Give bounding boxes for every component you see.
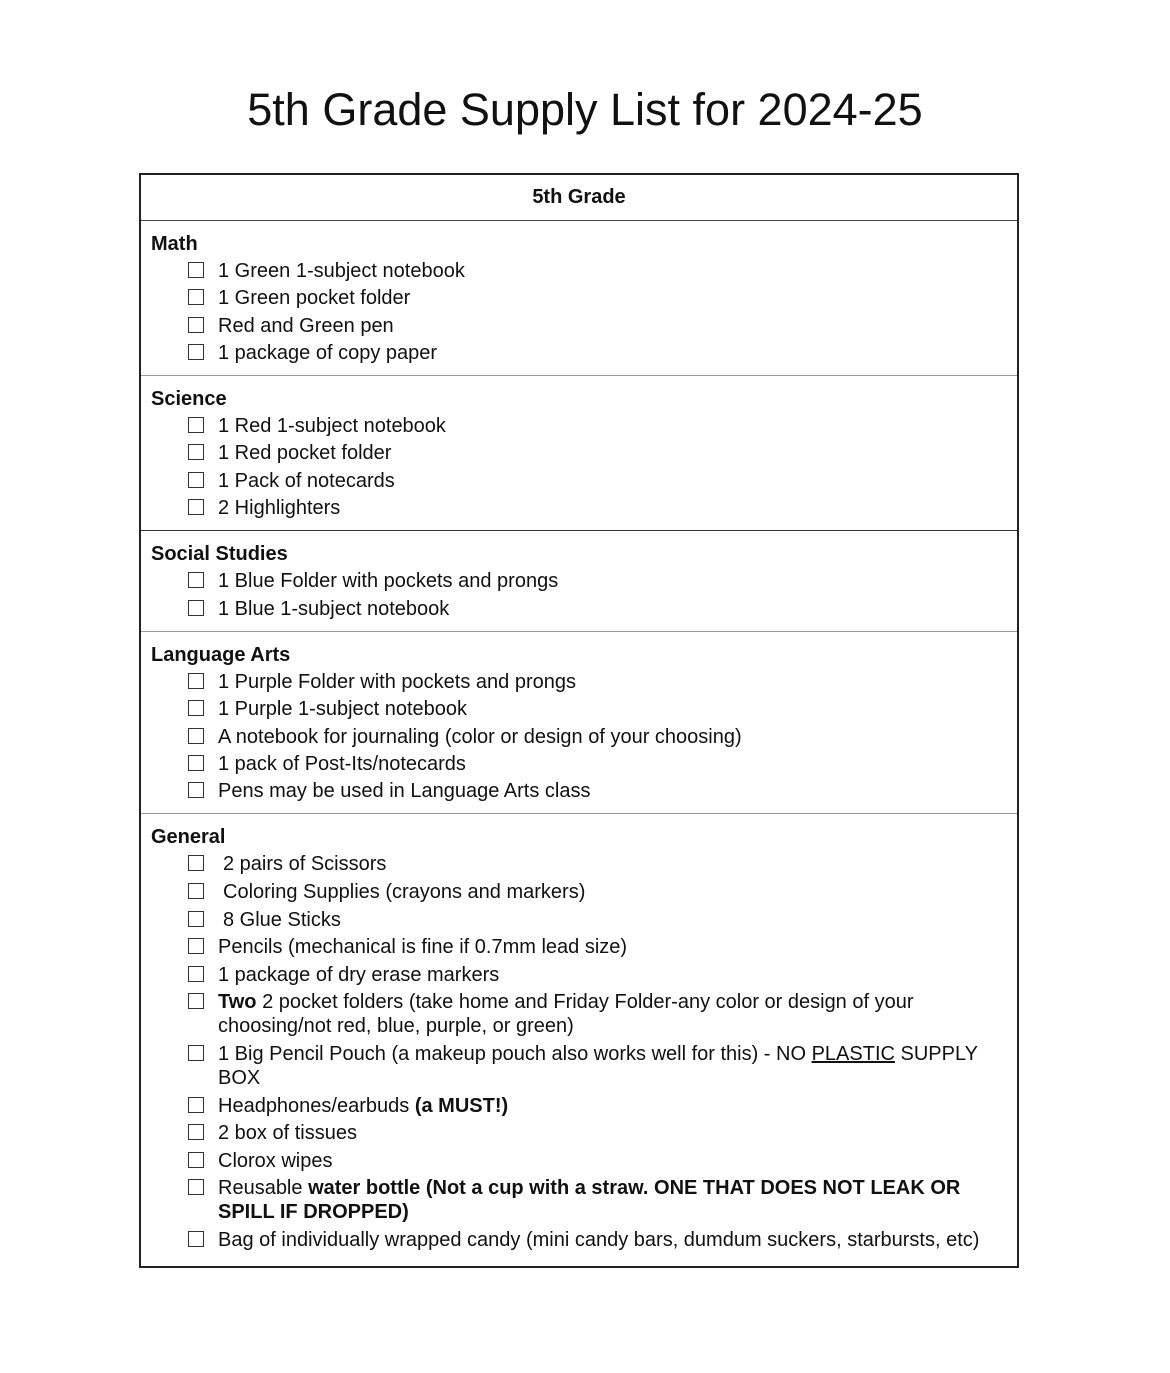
checkbox[interactable] — [188, 966, 204, 982]
section-general — [141, 814, 1017, 1265]
item-emphasis: water bottle (Not a cup with a straw. ONE THAT DOES NOT LEAK OR SPILL IF DROPPED) — [218, 1177, 961, 1224]
item-text: SUPPLY BOX — [218, 1043, 978, 1090]
checklist-item — [151, 908, 1007, 932]
item-label: 1 Purple 1-subject notebook — [218, 698, 468, 721]
checkbox[interactable] — [188, 499, 204, 515]
item-label: Red and Green pen — [218, 314, 394, 337]
item-label: 2 Highlighters — [218, 497, 341, 520]
checklist-item — [151, 597, 1007, 621]
checklist-item — [151, 752, 1007, 776]
checkbox[interactable] — [188, 883, 204, 899]
checkbox[interactable] — [188, 911, 204, 927]
checklist-item — [151, 286, 1007, 310]
checkbox[interactable] — [188, 417, 204, 433]
checkbox[interactable] — [188, 993, 204, 1009]
checkbox[interactable] — [188, 673, 204, 689]
section-language-arts — [141, 632, 1017, 814]
item-text: 2 pocket folders (take home and Friday Folder-any color or design of your choosing/not red, blue, purple, or green) — [218, 991, 914, 1038]
section-title: Language Arts — [151, 643, 291, 666]
checkbox[interactable] — [188, 472, 204, 488]
checkbox[interactable] — [188, 755, 204, 771]
checklist-item — [151, 569, 1007, 593]
section-title: Math — [151, 233, 198, 255]
item-label: 1 Blue 1-subject notebook — [218, 597, 450, 620]
item-label: 1 Pack of notecards — [218, 469, 395, 492]
checkbox[interactable] — [188, 938, 204, 954]
table-header: 5th Grade — [141, 175, 1017, 221]
checklist-item — [151, 414, 1007, 438]
checkbox[interactable] — [188, 344, 204, 360]
item-label — [218, 1176, 1007, 1224]
item-label: 2 box of tissues — [218, 1122, 357, 1145]
item-text: Reusable — [218, 1177, 309, 1200]
item-emphasis: Two — [218, 991, 257, 1014]
page-title: 5th Grade Supply List for 2024-25 — [247, 84, 923, 135]
item-label: Coloring Supplies (crayons and markers) — [223, 881, 586, 904]
item-label: 1 Red pocket folder — [218, 442, 392, 465]
item-label: 1 package of copy paper — [218, 341, 438, 364]
checklist-item — [151, 1176, 1007, 1224]
checklist-item — [151, 1228, 1007, 1252]
section-title: Science — [151, 388, 227, 411]
item-underline: PLASTIC — [811, 1043, 895, 1066]
checklist-item — [151, 670, 1007, 694]
section-science — [141, 376, 1017, 531]
checkbox[interactable] — [188, 782, 204, 798]
checklist-item — [151, 441, 1007, 465]
item-label: Clorox wipes — [218, 1149, 333, 1172]
checklist-item — [151, 697, 1007, 721]
checklist-item — [151, 1149, 1007, 1173]
checkbox[interactable] — [188, 1231, 204, 1247]
checkbox[interactable] — [188, 572, 204, 588]
checkbox[interactable] — [188, 1152, 204, 1168]
checklist-item — [151, 1121, 1007, 1145]
checklist-item — [151, 990, 1007, 1038]
checkbox[interactable] — [188, 317, 204, 333]
checklist-item — [151, 496, 1007, 520]
checklist-item — [151, 963, 1007, 987]
checklist-item — [151, 469, 1007, 493]
item-label: Pencils (mechanical is fine if 0.7mm lead size) — [218, 936, 628, 959]
checkbox[interactable] — [188, 1045, 204, 1061]
checkbox[interactable] — [188, 289, 204, 305]
checkbox[interactable] — [188, 855, 204, 871]
checklist-item — [151, 314, 1007, 338]
item-label: 1 Blue Folder with pockets and prongs — [218, 570, 559, 593]
item-label: 1 Green pocket folder — [218, 287, 411, 310]
item-text: 1 Big Pencil Pouch (a makeup pouch also works well for this) - NO — [218, 1043, 812, 1066]
checkbox[interactable] — [188, 1179, 204, 1195]
checklist-item — [151, 935, 1007, 959]
checkbox[interactable] — [188, 262, 204, 278]
item-label: Bag of individually wrapped candy (mini candy bars, dumdum suckers, starbursts, etc) — [218, 1228, 980, 1251]
item-label: 1 pack of Post-Its/notecards — [218, 752, 466, 775]
item-emphasis: (a MUST!) — [414, 1094, 509, 1117]
checkbox[interactable] — [188, 728, 204, 744]
item-label — [218, 990, 1007, 1038]
checklist-item — [151, 1042, 1007, 1090]
section-title: General — [151, 826, 226, 849]
checkbox[interactable] — [188, 1097, 204, 1113]
checklist-item — [151, 852, 1007, 876]
item-text: Headphones/earbuds — [218, 1094, 415, 1117]
supply-table — [139, 173, 1019, 1268]
checkbox[interactable] — [188, 1124, 204, 1140]
section-social-studies — [141, 531, 1017, 632]
item-label: 1 Green 1-subject notebook — [218, 260, 465, 282]
item-label — [218, 1042, 1007, 1090]
item-label: A notebook for journaling (color or design of your choosing) — [218, 725, 742, 748]
checkbox[interactable] — [188, 444, 204, 460]
checkbox[interactable] — [188, 600, 204, 616]
item-label: 1 Red 1-subject notebook — [218, 415, 446, 438]
checklist-item — [151, 725, 1007, 749]
item-label: 1 Purple Folder with pockets and prongs — [218, 670, 576, 693]
checkbox[interactable] — [188, 700, 204, 716]
section-math — [141, 221, 1017, 376]
item-label — [218, 1094, 1007, 1118]
checklist-item — [151, 1094, 1007, 1118]
checklist-item — [151, 880, 1007, 904]
item-label: 2 pairs of Scissors — [223, 853, 387, 876]
checklist-item — [151, 779, 1007, 803]
checklist-item — [151, 341, 1007, 365]
item-label: 1 package of dry erase markers — [218, 963, 500, 986]
item-label: Pens may be used in Language Arts class — [218, 780, 591, 803]
item-label: 8 Glue Sticks — [223, 908, 341, 931]
checklist-item — [151, 259, 1007, 283]
section-title: Social Studies — [151, 543, 288, 566]
